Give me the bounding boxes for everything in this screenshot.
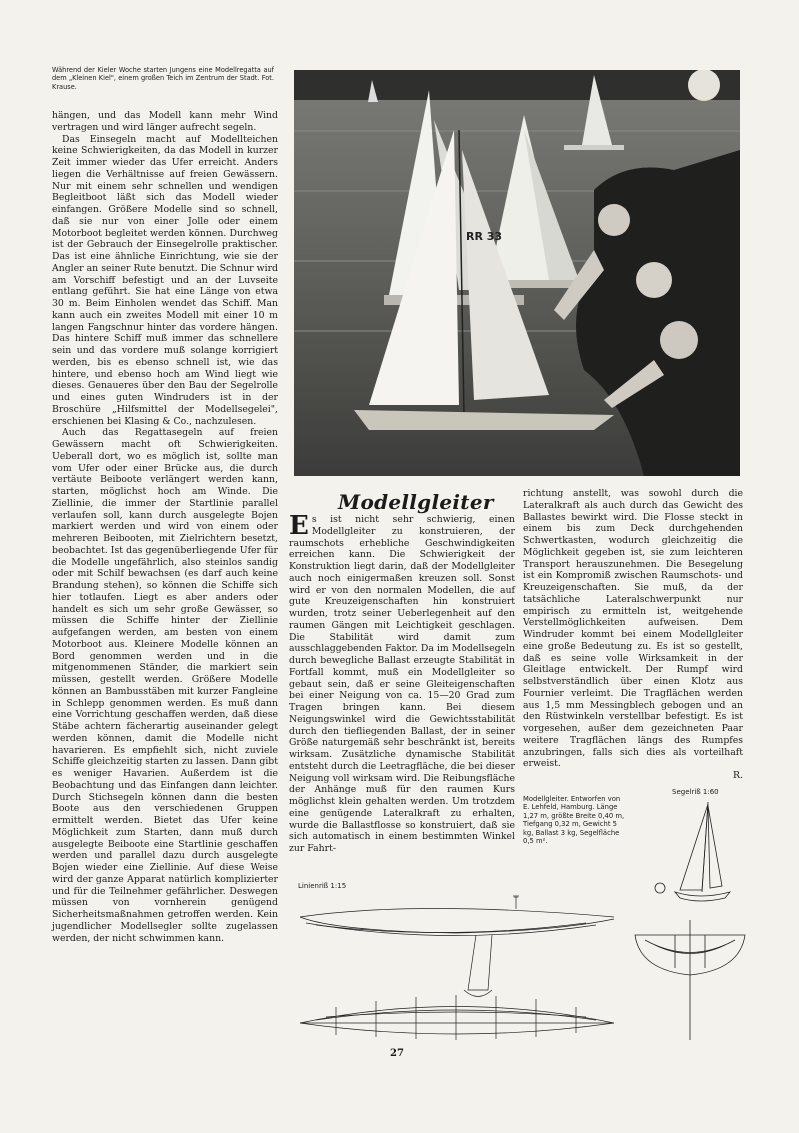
linienriss-label: Linienriß 1:15 <box>298 882 347 890</box>
article-column-3 <box>523 488 743 782</box>
lines-plan-drawing <box>296 895 621 1045</box>
sail-number: RR 33 <box>466 230 503 243</box>
segelriss-label: Segelriß 1:60 <box>672 788 719 796</box>
article-headline: Modellgleiter <box>338 490 494 514</box>
paragraph <box>289 511 515 855</box>
author-signature: R. <box>733 770 743 781</box>
sail-plan-drawing <box>630 800 750 1050</box>
regatta-photo <box>294 70 740 476</box>
paragraph: Das Einsegeln macht auf Modellteichen keine Schwierigkeiten, da das Modell in kurzer Zeit immer wieder das Ufer erreicht. Anders liegen die Verhältnisse auf freien Gewässern. Nur mit einem sehr schnellen und wendigen Begleitboot läßt sich das Modell wieder einfangen. Größere Modelle sind so schnell, daß sie nur von einer Jolle oder einem Motorboot begleitet werden können. Durchweg ist der Gebrauch der Einsegelrolle praktischer. Das ist eine ähnliche Einrichtung, wie sie der Angler an seiner Rute benutzt. Die Schnur wird am Vorschiff befestigt und an der Luvseite entlang geführt. Sie hat eine Länge von etwa 30 m. Beim Einholen wendet das Schiff. Man kann auch ein zweites Modell mit einer 10 m langen Fangschnur hinter das vordere hängen. Das hintere Schiff muß immer das schnellere sein und das vordere muß solange korrigiert werden, bis es ebenso schnell ist, wie das hintere, und ebenso hoch am Wind liegt wie dieses. Genaueres über den Bau der Segelrolle und eines guten Windruders ist in der Broschüre „Hilfsmittel der Modellsegelei", erschienen bei Klasing & Co., nachzulesen. <box>52 133 278 427</box>
article-column-2 <box>289 511 515 855</box>
paragraph: hängen, und das Modell kann mehr Wind vertragen und wird länger aufrecht segeln. <box>52 110 278 133</box>
drawing-legend: Modellgleiter. Entworfen von E. Lehfeld, Hamburg. Länge 1,27 m, größte Breite 0,40 m, Tiefgang 0,32 m, Gewicht 5 kg, Ballast 3 kg, Segelfläche 0,5 m². <box>523 795 625 846</box>
paragraph: richtung anstellt, was sowohl durch die Lateralkraft als auch durch das Gewicht des Ballastes bewirkt wird. Die Flosse steckt in einem bis zum Deck durchgehenden Schwertkasten, wodurch gleichzeitig die Möglichkeit gegeben ist, sie zum leichteren Transport herauszunehmen. Die Besegelung ist ein Kompromiß zwischen Raumschots- und Kreuzeigenschaften. Sie muß, da der tatsächliche Lateralschwerpunkt nur empirisch zu ermitteln ist, weitgehende Verstellmöglichkeiten aufweisen. Dem Windruder kommt bei einem Modellgleiter eine große Bedeutung zu. Es ist so gestellt, daß es seine volle Wirksamkeit in der Gleitlage entwickelt. Der Rumpf wird selbstverständlich über einen Klotz aus Fournier verleimt. Die Tragflächen werden aus 1,5 mm Messingblech gebogen und an den Rüstwinkeln verstellbar befestigt. Es ist vorgesehen, außer dem gezeichneten Paar weitere Tragflächen längs des Rumpfes anzubringen, falls sich dies als vorteilhaft erweist. <box>523 488 743 770</box>
drop-cap: E <box>289 511 309 541</box>
paragraph-text: s ist nicht sehr schwierig, einen Modellgleiter zu konstruieren, der raumschots erhebliche Geschwindigkeiten erreichen kann. Die Schwierigkeit der Konstruktion liegt darin, daß der Modellgleiter auch noch einigermaßen kreuzen soll. Sonst wird er von den normalen Modellen, die auf gute Kreuzeigenschaften hin konstruiert wurden, trotz seiner Ueberlegenheit auf den raumen Gängen mit Leichtigkeit geschlagen. Die Stabilität wird damit zum ausschlaggebenden Faktor. Da im Modellsegeln durch bewegliche Ballast erzeugte Stabilität in Fortfall kommt, muß ein Modellgleiter so gebaut sein, daß er seine Gleiteigenschaften bei einer Neigung von ca. 15—20 Grad zum Tragen bringen kann. Bei diesem Neigungswinkel wird die Gewichtsstabilität durch den tiefliegenden Ballast, der in seiner Größe naturgemäß sehr beschränkt ist, bereits wirksam. Zusätzliche dynamische Stabilität entsteht durch die Leetragfläche, die bei dieser Neigung voll wirksam wird. Die Reibungsfläche der Anhänge muß für den raumen Kurs möglichst klein gehalten werden. Um trotzdem eine genügende Lateralkraft zu erhalten, wurde die Ballastflosse so konstruiert, daß sie sich automatisch in einem bestimmten Winkel zur Fahrt- <box>289 514 515 854</box>
page-number: 27 <box>390 1048 404 1059</box>
paragraph: Auch das Regattasegeln auf freien Gewässern macht oft Schwierigkeiten. Ueberall dort, wo es möglich ist, sollte man vom Ufer oder einer Brücke aus, die durch vertäute Beiboote verlängert werden kann, starten, möglichst hoch am Winde. Die Ziellinie, die immer der Startlinie parallel verlaufen soll, kann durch ausgelegte Bojen markiert werden und wird von einem oder mehreren Beibooten, mit Zielrichtern besetzt, beobachtet. Ist das gegenüberliegende Ufer für die Modelle ungefährlich, also steinlos sandig oder mit Schilf bewachsen (es darf auch keine Brandung stehen), so können die Schiffe sich hier totlaufen. Liegt es aber anders oder handelt es sich um sehr große Gewässer, so müssen die Schiffe hinter der Ziellinie aufgefangen werden, am besten von einem Motorboot aus. Kleinere Modelle können an Bord genommen werden und in die mitgenommenen Ständer, die markiert sein müssen, gestellt werden. Größere Modelle können an Bambusstäben mit kurzer Fangleine in Schlepp genommen werden. Es muß dann eine Vorrichtung geschaffen werden, daß diese Stäbe achtern fächerartig auseinander gelegt werden können, damit die Modelle nicht havarieren. Es empfiehlt sich, nicht zuviele Schiffe gleichzeitig starten zu lassen. Dann gibt es weniger Havarien. Außerdem ist die Beobachtung und das Einfangen dann leichter. Durch Stichsegeln können dann die besten Boote aus den verschiedenen Gruppen ermittelt werden. Bietet das Ufer keine Möglichkeit zum Starten, dann muß durch ausgelegte Beiboote eine Startlinie geschaffen werden und parallel dazu durch ausgelegte Bojen wieder eine Ziellinie. Auf diese Weise wird der ganze Apparat natürlich komplizierter und für die Teilnehmer gefährlicher. Deswegen müssen von vornherein genügend Sicherheitsmaßnahmen getroffen werden. Kein jugendlicher Modellsegler sollte zugelassen werden, der nicht schwimmen kann. <box>52 427 278 944</box>
article-column-1 <box>52 110 278 944</box>
regatta-photo-illustration <box>294 70 740 476</box>
photo-caption: Während der Kieler Woche starten Jungens eine Modellregatta auf dem „Kleinen Kiel", einem großen Teich im Zentrum der Stadt. Fot. Krause. <box>52 66 274 91</box>
